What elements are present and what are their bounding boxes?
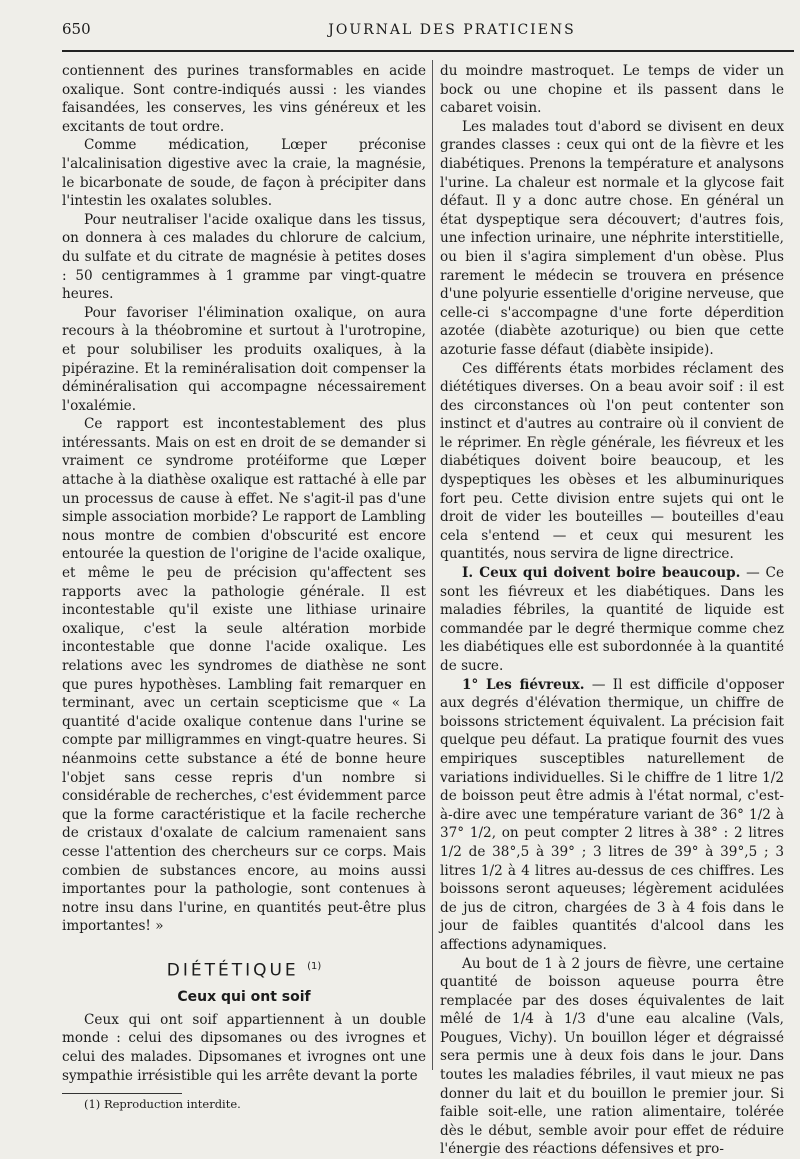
section-paragraph — [440, 564, 784, 676]
section-heading-text: DIÉTÉTIQUE — [167, 961, 299, 981]
paragraph: Les malades tout d'abord se divisent en deux grandes classes : ceux qui ont de la fièvre et les diabétiques. Prenons la température et analysons l'urine. La chaleur est normale et la glycose fait défaut. Il y a donc autre chose. En général un état dyspeptique sera découvert; d'autres fois, une infection urinaire, une néphrite interstitielle, ou bien il s'agira simplement d'un obèse. Plus rarement le médecin se trouvera en présence d'une polyurie essentielle d'origine nerveuse, que celle-ci s'accompagne d'une forte déperdition azotée (diabète azoturique) ou bien que cette azoturie fasse défaut (diabète insipide). — [440, 118, 784, 360]
paragraph: Au bout de 1 à 2 jours de fièvre, une certaine quantité de boisson aqueuse pourra être remplacée par des doses équivalentes de lait mêlé de 1/4 à 1/3 d'une eau alcaline (Vals, Pougues, Vichy). Un bouillon léger et dégraissé sera permis une à deux fois dans le jour. Dans toutes les maladies fébriles, il vaut mieux ne pas donner du lait et du bouillon le premier jour. Si faible soit-elle, une ration alimentaire, tolérée dès le début, semble avoir pour effet de réduire l'énergie des réactions défensives et pro- — [440, 955, 784, 1159]
paragraph: du moindre mastroquet. Le temps de vider un bock ou une chopine et ils passent dans le cabaret voisin. — [440, 62, 784, 118]
paragraph: contiennent des purines transformables en acide oxalique. Sont contre-indiqués aussi : les viandes faisandées, les conserves, les vins généreux et les excitants de tout ordre. — [62, 62, 426, 136]
footnote-mark: (1) — [307, 961, 321, 972]
running-title: JOURNAL DES PRATICIENS — [122, 22, 782, 38]
section-lead: I. Ceux qui doivent boire beaucoup. — [462, 565, 740, 581]
footnote-rule — [62, 1093, 182, 1094]
paragraph: Ceux qui ont soif appartiennent à un double monde : celui des dipsomanes ou des ivrognes et celui des malades. Dipsomanes et ivrognes ont une sympathie irrésistible qui les arrête devant la porte — [62, 1011, 426, 1085]
paragraph: Pour favoriser l'élimination oxalique, on aura recours à la théobromine et surtout à l'urotropine, et pour solubiliser les produits oxaliques, à la pipérazine. Et la reminéralisation doit compenser la déminéralisation qui accompagne nécessairement l'oxalémie. — [62, 304, 426, 416]
subsection-lead: 1° Les fiévreux. — [462, 677, 585, 693]
column-divider — [432, 60, 433, 1070]
subsection-paragraph — [440, 676, 784, 955]
paragraph: Ces différents états morbides réclament des diététiques diverses. On a beau avoir soif : il est des circonstances où l'on peut contenter son instinct et d'autres au contraire où il convient de le réprimer. En règle générale, les fiévreux et les diabétiques doivent boire beaucoup, et les dyspeptiques les obèses et les albuminuriques fort peu. Cette division entre sujets qui ont le droit de vider les bouteilles — bouteilles d'eau cela s'entend — et ceux qui mesurent les quantités, nous servira de ligne directrice. — [440, 360, 784, 565]
paragraph: Ce rapport est incontestablement des plus intéressants. Mais on est en droit de se demander si vraiment ce syndrome protéiforme que Lœper attache à la diathèse oxalique est rattaché à elle par un processus de cause à effet. Ne s'agit-il pas d'une simple association morbide? Le rapport de Lambling nous montre de combien d'obscurité est encore entourée la question de l'origine de l'acide oxalique, et même le peu de précision qu'affectent ses rapports avec la pathologie générale. Il est incontestable qu'il existe une lithiase urinaire oxalique, c'est la seule altération morbide incontestable que donne l'acide oxalique. Les relations avec les syndromes de diathèse ne sont que pures hypothèses. Lambling fait remarquer en terminant, avec un certain scepticisme que « La quantité d'acide oxalique contenue dans l'urine se compte par milligrammes en vingt-quatre heures. Si néanmoins cette substance a été de bonne heure l'objet sans cesse repris d'un nombre si considérable de recherches, c'est évidemment parce que la forme caractéristique et la facile recherche de cristaux d'oxalate de calcium ramenaient sans cesse l'attention des chercheurs sur ce corps. Mais combien de substances encore, au moins aussi importantes pour la pathologie, sont contenues à notre insu dans l'urine, en quantités peut-être plus importantes! » — [62, 415, 426, 936]
section-text: — Ce sont les fiévreux et les diabétiques. Dans les maladies fébriles, la quantité de liquide est commandée par le degré thermique comme chez les diabétiques elle est subordonnée à la quantité de sucre. — [440, 565, 784, 674]
left-column — [62, 62, 426, 1111]
right-column — [440, 62, 784, 1159]
article-title: Ceux qui ont soif — [62, 988, 426, 1007]
page-number: 650 — [62, 20, 122, 38]
footnote: (1) Reproduction interdite. — [62, 1097, 426, 1111]
section-heading — [62, 958, 426, 980]
subsection-text: — Il est difficile d'opposer aux degrés d'élévation thermique, un chiffre de boissons strictement équivalent. La précision fait quelque peu défaut. La pratique fournit des vues empiriques susceptibles naturellement de variations individuelles. Si le chiffre de 1 litre 1/2 de boisson peut être admis à l'état normal, c'est-à-dire avec une température variant de 36° 1/2 à 37° 1/2, on peut compter 2 litres à 38° : 2 litres 1/2 de 38°,5 à 39° ; 3 litres de 39° à 39°,5 ; 3 litres 1/2 à 4 litres au-dessus de ces chiffres. Les boissons seront aqueuses; légèrement acidulées de jus de citron, chargées de 3 à 4 fois dans le jour de faibles quantités d'alcool dans les affections adynamiques. — [440, 677, 784, 953]
page-header — [62, 20, 782, 42]
header-rule — [62, 50, 794, 52]
paragraph: Pour neutraliser l'acide oxalique dans les tissus, on donnera à ces malades du chlorure de calcium, du sulfate et du citrate de magnésie à petites doses : 50 centigrammes à 1 gramme par vingt-quatre heures. — [62, 211, 426, 304]
paragraph: Comme médication, Lœper préconise l'alcalinisation digestive avec la craie, la magnésie, le bicarbonate de soude, de façon à précipiter dans l'intestin les oxalates solubles. — [62, 136, 426, 210]
